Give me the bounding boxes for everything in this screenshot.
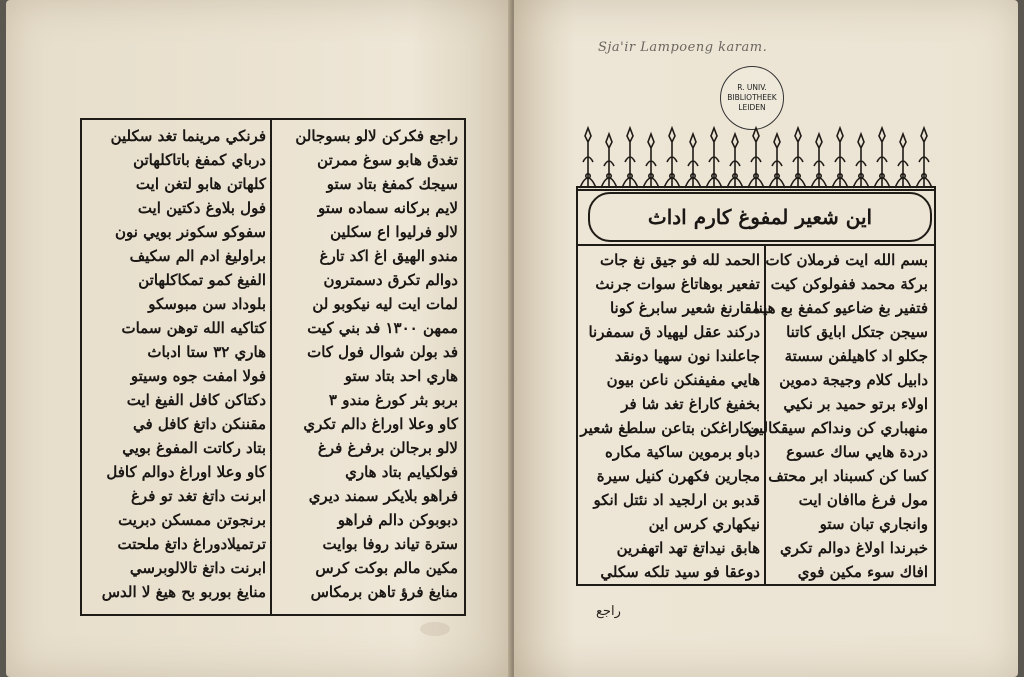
verse-line: كاو وعلا اوراغ دالم تكري (303, 415, 458, 433)
verse-line: مكين مالم بوكت كرس (315, 559, 458, 577)
verse-line: الحمد لله فو جيق نغ جات (599, 251, 760, 269)
verse-line: فولكيايم بتاد هاري (345, 463, 458, 481)
verse-line: نيكهاري كرس اين (648, 515, 760, 533)
verse-line: هابق نيداتغ تهد اتهفرين (616, 539, 760, 557)
verse-line: كلهاتن هابو لتغن ايت (135, 175, 266, 193)
verse-line: جاعلندا نون سهيا دونقد (614, 347, 760, 365)
verse-line: دكتاكن كافل الفيغ ايت (126, 391, 266, 409)
verse-line: دوعقا فو سيد تلكه سكلي (600, 563, 760, 581)
right-page-left-column (582, 248, 760, 582)
verse-line: براوليغ ادم الم سكيف (129, 247, 266, 265)
verse-line: ابرنت داتغ تالالوبرسي (129, 559, 266, 577)
verse-line: دبوبوكن دالم فراهو (337, 511, 458, 529)
verse-line: كتاكيه الله توهن سمات (121, 319, 266, 337)
stamp-line-3: LEIDEN (738, 103, 766, 112)
verse-line: جكلو اد كاهيلفن سستة (784, 347, 928, 365)
verse-line: دركند عقل ليهياد ق سمفرنا (588, 323, 760, 341)
verse-line: فرنكي مرينما تغد سكلين (110, 127, 266, 145)
verse-line: لايم بركانه سماده ستو (318, 199, 458, 217)
verse-line: فولا امفت جوه وسيتو (130, 367, 266, 385)
verse-line: بركة محمد ففولوكن كيت (770, 275, 928, 293)
verse-line: مكاراغكن بتاعن سلطغ شعير (580, 419, 760, 437)
verse-line: كاو وعلا اوراغ دوالم كافل (106, 463, 266, 481)
verse-line: مندو الهيق اغ اكد تارغ (319, 247, 458, 265)
right-page-column-divider (764, 244, 766, 584)
verse-line: مقارنغ شعير سابرغ كونا (609, 299, 760, 317)
verse-line: مول فرغ ماافان ايت (798, 491, 928, 509)
verse-line: خبرندا اولاغ دوالم تكري (780, 539, 928, 557)
verse-line: فراهو بلايكر سمند ديري (308, 487, 458, 505)
verse-line: منايغ فرؤ تاهن برمكاس (310, 583, 458, 601)
verse-line: درباي كمفغ باتاكلهاتن (133, 151, 266, 169)
verse-line: افاك سوء مكين فوي (797, 563, 928, 581)
verse-line: هاري ٣٢ ستا ادباث (147, 343, 266, 361)
verse-line: ابرنت داتغ تغد تو فرغ (130, 487, 266, 505)
verse-line: تغدق هابو سوغ ممرتن (317, 151, 458, 169)
verse-line: بخفيغ كاراغ تغد شا فر (621, 395, 760, 413)
verse-line: بلوداد سن مبوسكو (148, 295, 266, 313)
verse-line: فتفير بغ ضاعيو كمفغ بع هينا (754, 299, 928, 317)
verse-line: مقننكن داتغ كافل في (133, 415, 266, 433)
verse-line: سيجن جتكل ابايق كاتنا (786, 323, 928, 341)
verse-line: قدبو بن ارلجيد اد نئتل انكو (593, 491, 760, 509)
verse-line: لالو فرليوا اع سكلين (330, 223, 458, 241)
verse-line: هاري احد بتاد ستو (344, 367, 458, 385)
catchword: راجع (596, 604, 621, 619)
verse-line: كسا كن كسبناد ابر محتف (768, 467, 928, 485)
verse-line: ترتميلادوراغ داتغ ملحتت (117, 535, 266, 553)
verse-line: سترة تياند روفا بوايت (322, 535, 458, 553)
verse-line: الفيغ كمو تمكاكلهاتن (138, 271, 266, 289)
verse-line: دوالم تكرق دسمترون (323, 271, 458, 289)
right-page-right-column (747, 248, 928, 582)
verse-line: بربو بثر كورغ مندو ٣ (328, 391, 458, 409)
stamp-line-1: R. UNIV. (737, 83, 767, 92)
verse-line: دردة هايي ساك عسوع (786, 443, 928, 461)
verse-line: ممهن ١٣٠٠ فد بني كيت (307, 319, 458, 337)
verse-line: دابيل كلام وجيجة دموين (779, 371, 928, 389)
verse-line: سفوكو سكونر بويي نون (114, 223, 266, 241)
catalog-note: Sja'ir Lampoeng karam. (598, 40, 768, 55)
verse-line: وانجاري تبان ستو (819, 515, 928, 533)
verse-line: لمات ايت ليه نيكوبو لن (312, 295, 458, 313)
verse-line: بسم الله ايت فرملان كات (765, 251, 928, 269)
verse-line: فول بلاوغ دكتين ايت (137, 199, 266, 217)
verse-line: منهباري كن ونداكم سيقكالين (747, 419, 928, 437)
verse-line: سيجك كمفغ بتاد ستو (326, 175, 458, 193)
verse-line: هايي مفيفنكن ناعن بيون (606, 371, 760, 389)
verse-line: برنجوتن ممسكن دبريت (118, 511, 266, 529)
verse-line: فد بولن شوال فول كات (307, 343, 458, 361)
stamp-line-2: BIBLIOTHEEK (727, 93, 777, 102)
verse-line: دباو برموين ساكية مكاره (604, 443, 760, 461)
title-rule (576, 244, 934, 246)
verse-line: راجع فكركن لالو بسوجالن (295, 127, 458, 145)
poem-title: اين شعير لمفوغ كارم اداث (588, 192, 932, 242)
left-page-left-column (86, 124, 266, 604)
left-page-right-column (278, 124, 458, 604)
verse-line: تفعير بوهاتاغ سوات جرنث (595, 275, 760, 293)
verse-line: منايغ بوربو بح هيغ لا الدس (101, 583, 266, 601)
ink-smudge (420, 622, 450, 636)
ornamental-header (576, 112, 936, 194)
left-page-column-divider (270, 118, 272, 614)
verse-line: لالو برجالن برفرغ فرغ (317, 439, 458, 457)
verse-line: مجارين فكهرن كنيل سيرة (596, 467, 760, 485)
verse-line: اولاء برتو حميد بر نكيي (783, 395, 928, 413)
verse-line: بتاد ركاتت المفوغ بويي (122, 439, 266, 457)
